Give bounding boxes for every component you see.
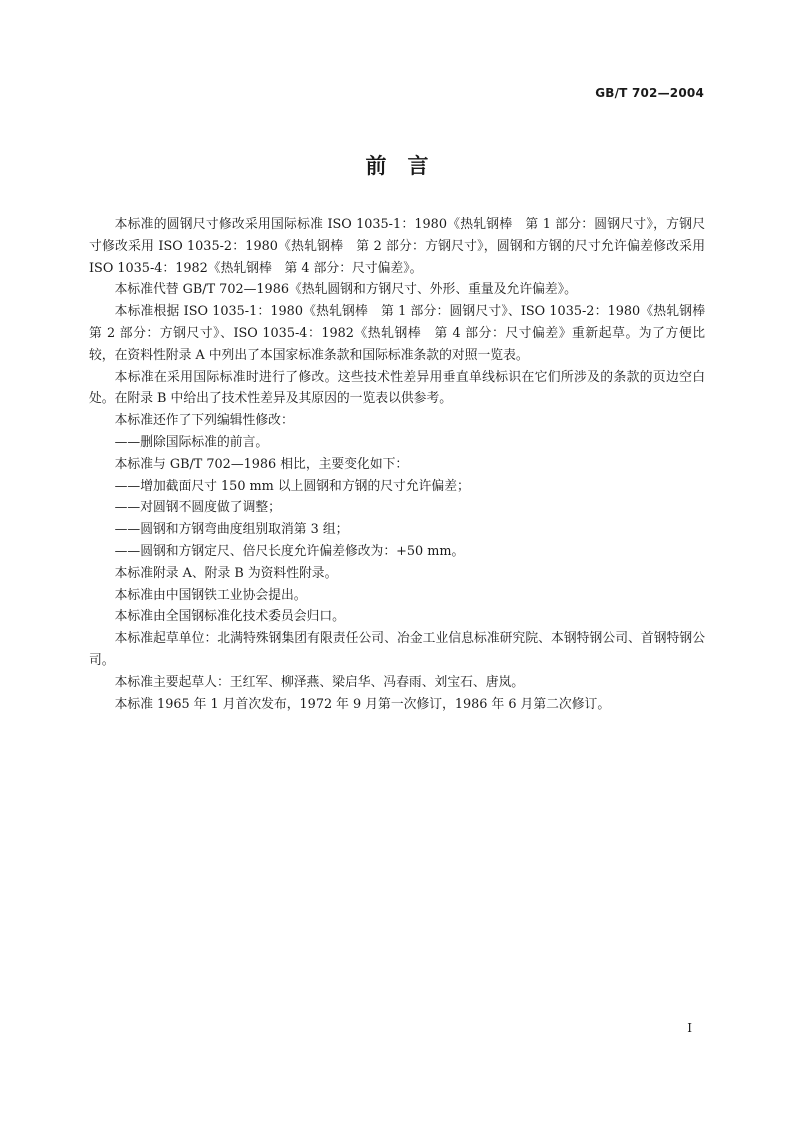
paragraph: 本标准起草单位：北满特殊钢集团有限责任公司、冶金工业信息标准研究院、本钢特钢公司、首钢特钢公司。: [89, 631, 705, 668]
list-item: ——圆钢和方钢定尺、倍尺长度允许偏差修改为：+50 mm。: [114, 543, 465, 559]
paragraph: 本标准 1965 年 1 月首次发布，1972 年 9 月第一次修订，1986 年 6 月第二次修订。: [114, 696, 611, 712]
paragraph: 本标准主要起草人：王红军、柳泽燕、梁启华、冯春雨、刘宝石、唐岚。: [114, 674, 525, 690]
paragraph: 本标准与 GB/T 702—1986 相比，主要变化如下：: [114, 456, 409, 472]
paragraph: 本标准由中国钢铁工业协会提出。: [114, 587, 307, 603]
list-item: ——对圆钢不圆度做了调整；: [114, 500, 281, 516]
paragraph: 本标准附录 A、附录 B 为资料性附录。: [114, 565, 338, 581]
foreword-body: [89, 214, 718, 715]
paragraph: 本标准的圆钢尺寸修改采用国际标准 ISO 1035-1：1980《热轧钢棒 第 1 部分：圆钢尺寸》，方钢尺寸修改采用 ISO 1035-2：1980《热轧钢棒 第 2 部分：方钢尺寸》，圆钢和方钢的尺寸允许偏差修改采用 ISO 1035-4：1982《热轧钢棒 第 4 部分：尺寸偏差》。: [89, 217, 705, 276]
list-item: ——增加截面尺寸 150 mm 以上圆钢和方钢的尺寸允许偏差；: [114, 478, 470, 494]
paragraph: 本标准根据 ISO 1035-1：1980《热轧钢棒 第 1 部分：圆钢尺寸》、ISO 1035-2：1980《热轧钢棒 第 2 部分：方钢尺寸》、ISO 1035-4：1982《热轧钢棒 第 4 部分：尺寸偏差》重新起草。为了方便比较，在资料性附录 A 中列出了本国家标准条款和国际标准条款的对照一览表。: [89, 304, 718, 363]
paragraph: 本标准由全国钢标准化技术委员会归口。: [114, 609, 345, 625]
page-number: I: [687, 1021, 692, 1035]
paragraph: 本标准还作了下列编辑性修改：: [114, 413, 294, 429]
paragraph: 本标准在采用国际标准时进行了修改。这些技术性差异用垂直单线标识在它们所涉及的条款的页边空白处。在附录 B 中给出了技术性差异及其原因的一览表以供参考。: [89, 369, 705, 407]
page-title: 前 言: [365, 154, 429, 178]
list-item: ——删除国际标准的前言。: [114, 434, 269, 450]
list-item: ——圆钢和方钢弯曲度组别取消第 3 组；: [114, 522, 349, 538]
paragraph: 本标准代替 GB/T 702—1986《热轧圆钢和方钢尺寸、外形、重量及允许偏差》。: [114, 282, 577, 298]
standard-number: GB/T 702—2004: [595, 86, 704, 100]
